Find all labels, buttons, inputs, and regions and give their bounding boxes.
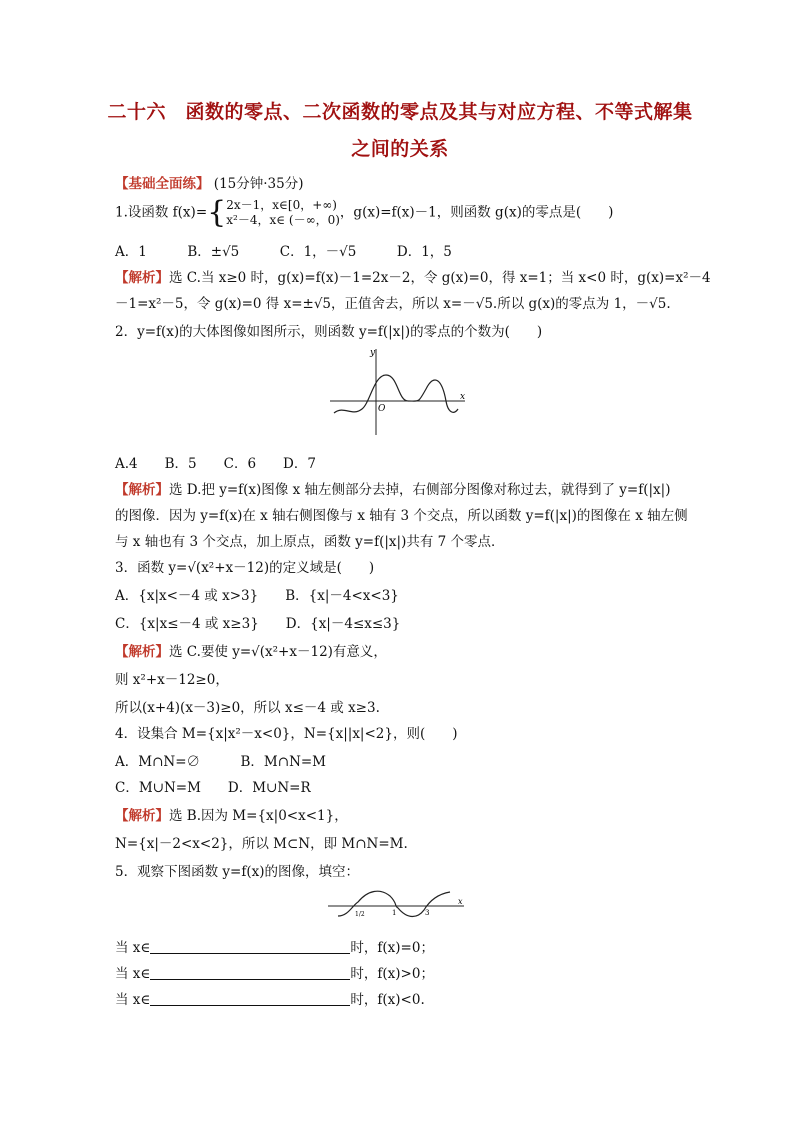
q5-label-one: 1 xyxy=(392,909,397,917)
q4-options1: A．M∩N=∅ B．M∩N=M xyxy=(115,754,327,770)
q3-sol-tag: 【解析】 xyxy=(115,644,169,660)
q3-sol-text1: 要使 y=√(x²+x－12)有意义， xyxy=(200,644,387,660)
fill2-prefix: 当 x∈ xyxy=(115,966,151,982)
section-tag: 【基础全面练】 xyxy=(115,176,210,192)
q3-solution-line2: 则 x²+x－12≥0， xyxy=(115,672,229,688)
q2-x-label: x xyxy=(460,392,466,402)
q1-piece1: 2x－1，x∈[0，+∞) xyxy=(226,198,337,212)
left-brace: { xyxy=(207,195,227,230)
q2-sol-text1: 把 y=f(x)图像 x 轴左侧部分去掉，右侧部分图像对称过去，就得到了 y=f(|x|) xyxy=(201,482,671,498)
q1-suffix: ，g(x)=f(x)－1，则函数 g(x)的零点是( ) xyxy=(339,204,614,221)
q2-solution-line1 xyxy=(115,478,670,498)
q1-options: A．1 B．±√5 C．1，－√5 D．1，5 xyxy=(115,244,452,260)
q3-options1: A．{x|x<－4 或 x>3} B．{x|－4<x<3} xyxy=(115,588,399,604)
page-title-line1: 二十六 函数的零点、二次函数的零点及其与对应方程、不等式解集 xyxy=(107,101,693,123)
fill3-prefix: 当 x∈ xyxy=(115,992,151,1008)
q2-solution-line3: 与 x 轴也有 3 个交点，加上原点，函数 y=f(|x|)共有 7 个零点． xyxy=(115,534,505,550)
q1-sol-text1: 当 x≥0 时，g(x)=f(x)－1=2x－2，令 g(x)=0，得 x=1；当 x<0 时，g(x)=x²－4 xyxy=(200,270,711,286)
q4-solution-line2: N={x|－2<x<2}，所以 M⊂N，即 M∩N=M. xyxy=(115,836,408,852)
q1-stem xyxy=(115,195,614,230)
q1-piecewise xyxy=(226,198,340,228)
q5-x-label: x xyxy=(458,897,463,906)
q3-options2: C．{x|x≤－4 或 x≥3} D．{x|－4≤x≤3} xyxy=(115,616,401,632)
q2-sol-ans: 选 D. xyxy=(169,482,202,498)
q1-piece2: x²－4，x∈ (－∞，0) xyxy=(226,213,340,227)
section-header xyxy=(115,172,303,192)
q2-curve xyxy=(334,375,458,413)
q4-sol-tag: 【解析】 xyxy=(115,808,169,824)
q5-fill3 xyxy=(115,988,425,1008)
q5-label-half: 1/2 xyxy=(355,911,365,918)
q2-stem: 2．y=f(x)的大体图像如图所示，则函数 y=f(|x|)的零点的个数为( ) xyxy=(115,324,543,340)
q2-options: A.4 B．5 C．6 D．7 xyxy=(115,456,316,472)
q2-y-label: y xyxy=(370,348,376,358)
fill2-suffix: 时，f(x)>0； xyxy=(350,966,434,982)
q5-fill1 xyxy=(115,936,434,956)
q3-solution-line1 xyxy=(115,640,387,660)
fill1-prefix: 当 x∈ xyxy=(115,940,151,956)
q5-graph xyxy=(328,884,468,924)
q5-fill2 xyxy=(115,962,434,982)
q1-solution-line1 xyxy=(115,266,711,286)
q2-origin-label: O xyxy=(378,404,386,414)
q4-options2: C．M∪N=M D．M∪N=R xyxy=(115,780,311,796)
section-time: (15分钟·35分) xyxy=(213,176,304,192)
q3-stem: 3．函数 y=√(x²+x－12)的定义域是( ) xyxy=(115,560,375,576)
q1-sol-tag: 【解析】 xyxy=(115,270,169,286)
page-title-line2: 之间的关系 xyxy=(351,138,449,160)
q2-solution-line2: 的图像．因为 y=f(x)在 x 轴右侧图像与 x 轴有 3 个交点，所以函数 y=f(|x|)的图像在 x 轴左侧 xyxy=(115,508,688,524)
q4-sol-ans: 选 B. xyxy=(169,808,202,824)
q1-sol-ans: 选 C. xyxy=(169,270,201,286)
q3-solution-line3: 所以(x+4)(x－3)≥0，所以 x≤－4 或 x≥3. xyxy=(115,700,380,716)
q1-prefix: 1.设函数 f(x)= xyxy=(115,204,208,221)
q3-sol-ans: 选 C. xyxy=(169,644,201,660)
fill1-suffix: 时，f(x)=0； xyxy=(350,940,434,956)
fill3-blank[interactable] xyxy=(150,993,350,1006)
fill3-suffix: 时，f(x)<0. xyxy=(350,992,425,1008)
q1-solution-line2: －1=x²－5，令 g(x)=0 得 x=±√5，正值舍去，所以 x=－√5.所以 g(x)的零点为 1，－√5. xyxy=(115,296,671,312)
q4-stem: 4．设集合 M={x|x²－x<0}，N={x||x|<2}，则( ) xyxy=(115,726,458,742)
q2-sol-tag: 【解析】 xyxy=(115,482,169,498)
fill2-blank[interactable] xyxy=(150,967,350,980)
q2-graph xyxy=(330,345,470,437)
q4-solution-line1 xyxy=(115,804,348,824)
q5-label-three: 3 xyxy=(425,909,430,917)
fill1-blank[interactable] xyxy=(150,941,350,954)
q5-stem: 5．观察下图函数 y=f(x)的图像，填空： xyxy=(115,864,359,880)
q4-sol-text1: 因为 M={x|0<x<1}， xyxy=(201,808,348,824)
